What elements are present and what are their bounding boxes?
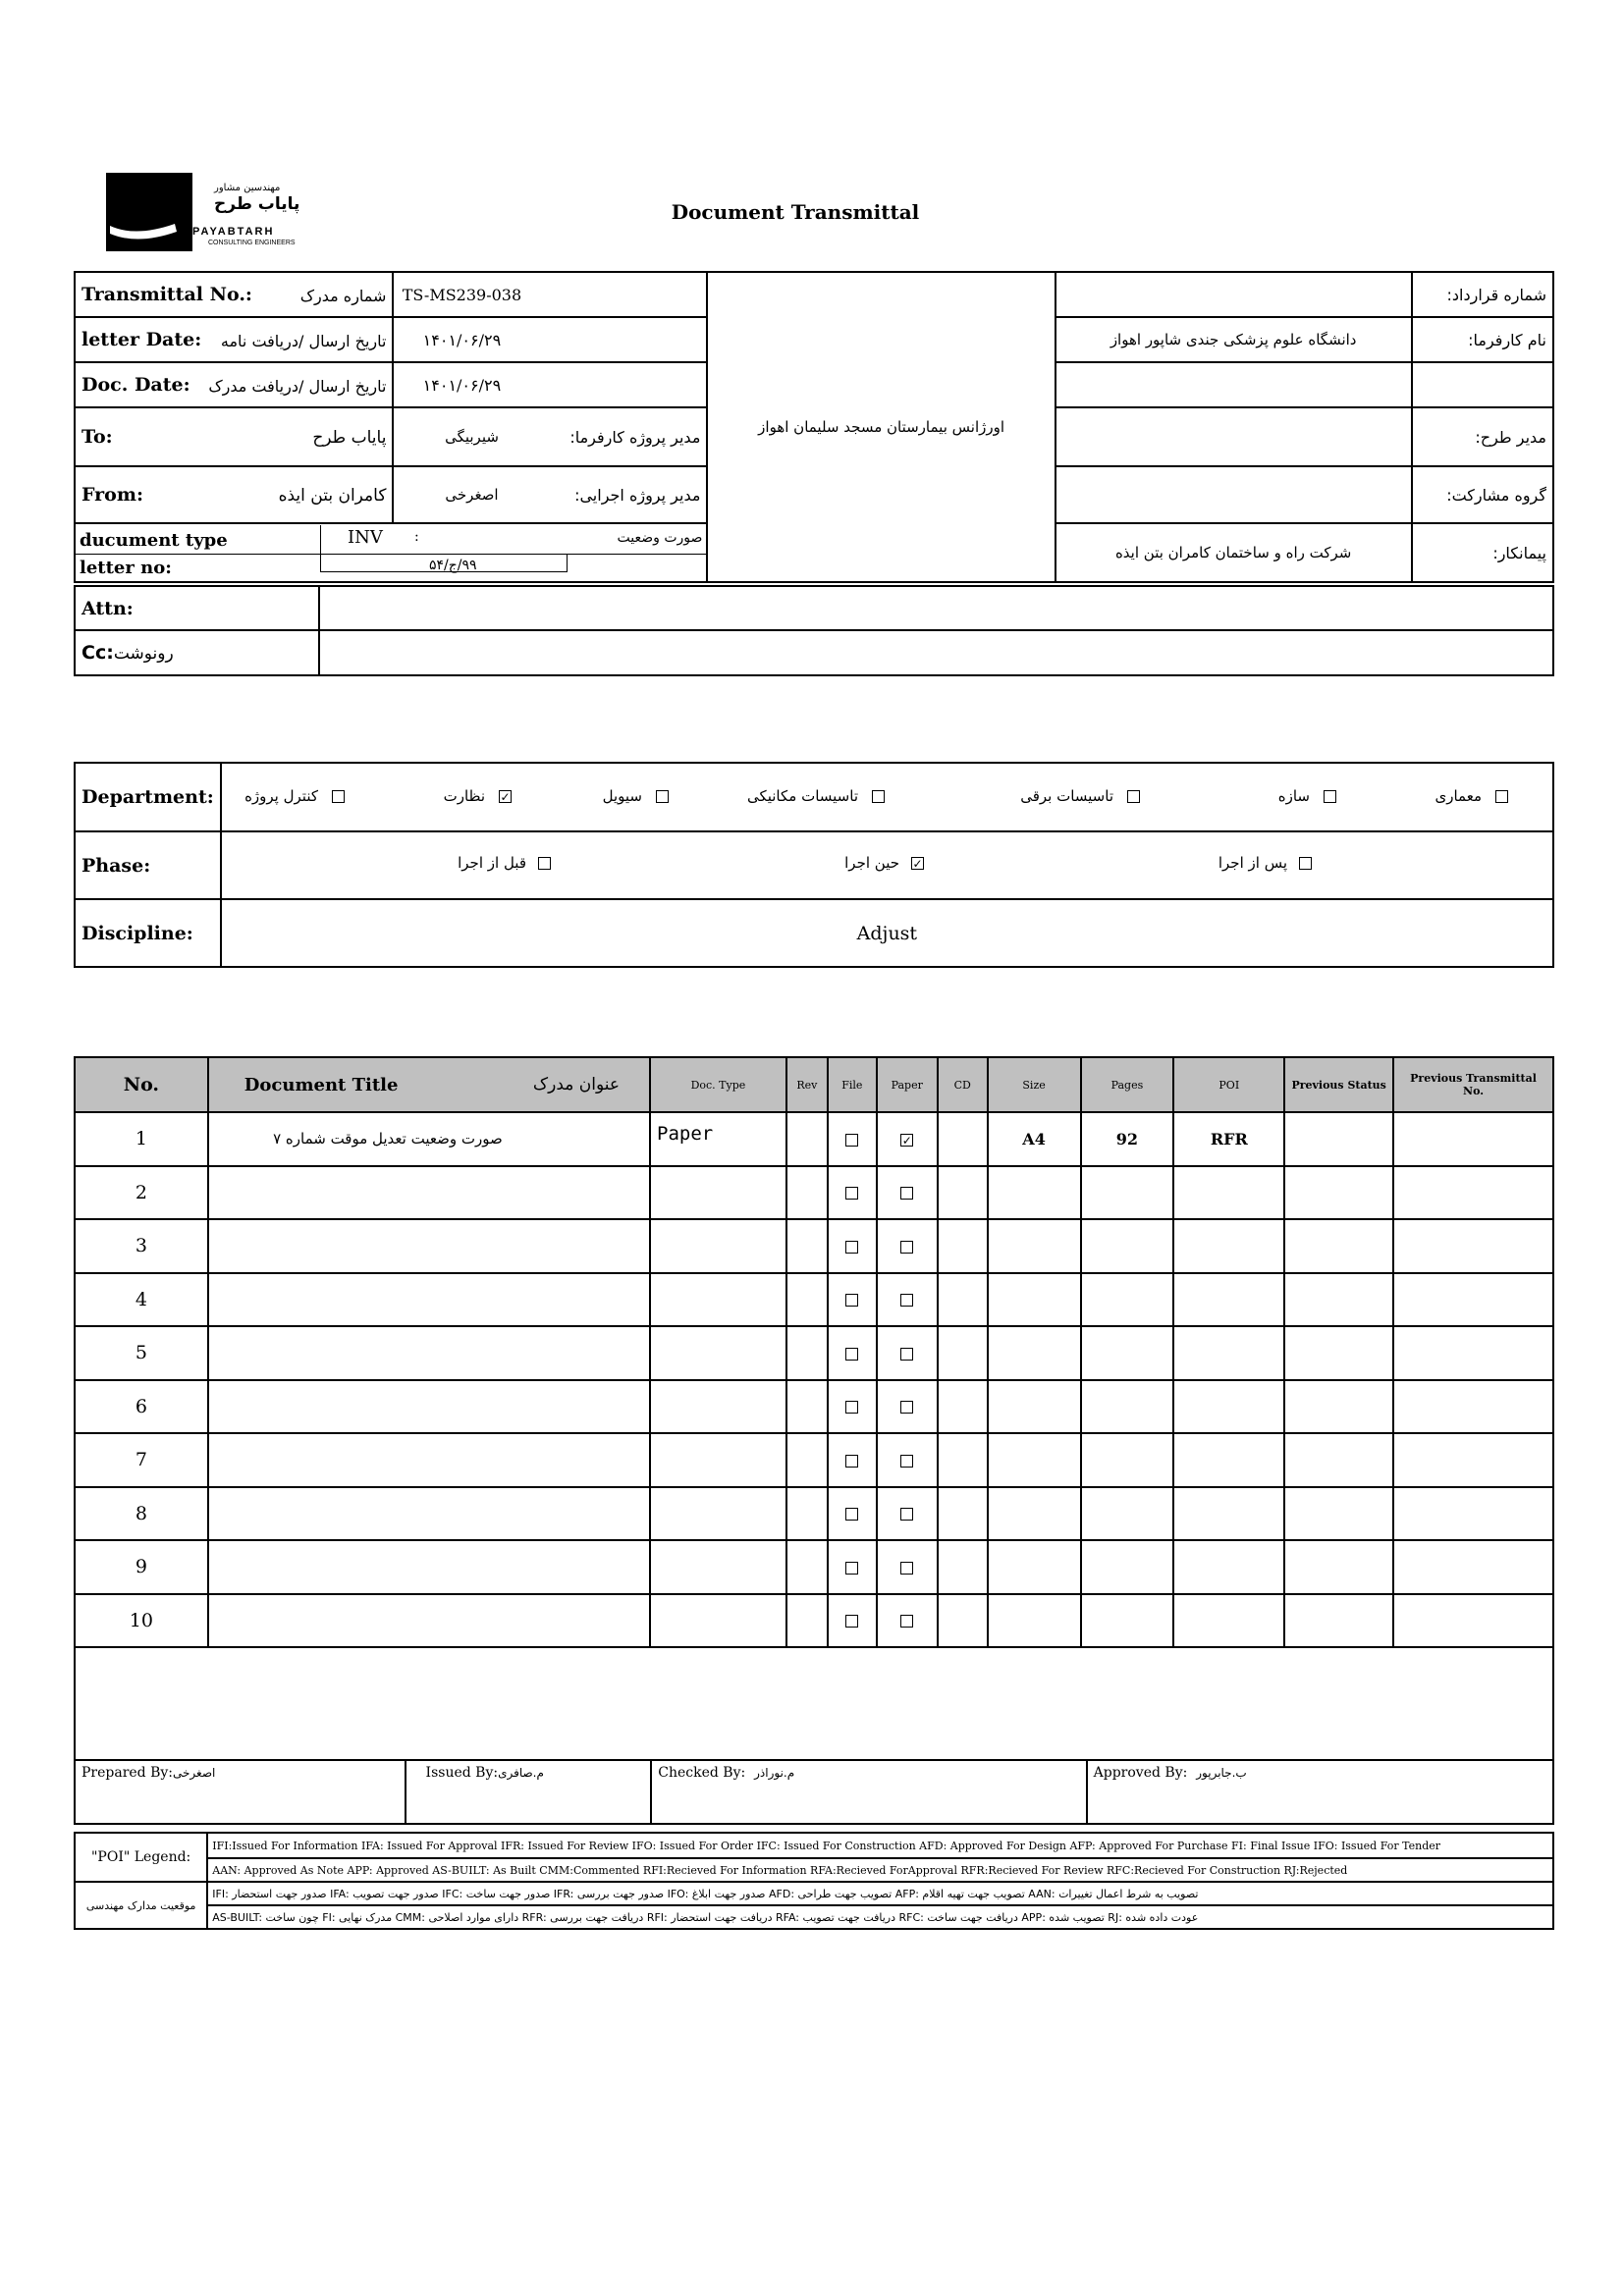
cd-cell: [938, 1594, 988, 1648]
prev-status-cell: [1284, 1487, 1393, 1541]
cd-cell: [938, 1540, 988, 1594]
type-cell: [650, 1273, 786, 1327]
no-cell: 1: [75, 1112, 208, 1166]
logo-mark-icon: [106, 173, 192, 251]
col-rev-header: Rev: [786, 1057, 828, 1112]
col-size-header: Size: [988, 1057, 1081, 1112]
cd-cell: [938, 1112, 988, 1166]
pages-cell: [1081, 1594, 1174, 1648]
no-cell: 10: [75, 1594, 208, 1648]
col-poi-header: POI: [1173, 1057, 1284, 1112]
title-cell: [208, 1219, 650, 1273]
doc-date-label: [75, 362, 393, 407]
prev-transmittal-cell: [1393, 1273, 1553, 1327]
file-checkbox[interactable]: [845, 1615, 858, 1628]
file-checkbox[interactable]: [845, 1187, 858, 1200]
pm-value: [1056, 407, 1412, 466]
table-header-row: [75, 1057, 1553, 1112]
cd-cell: [938, 1273, 988, 1327]
type-cell: [650, 1487, 786, 1541]
checkbox[interactable]: [1299, 857, 1312, 870]
checkbox[interactable]: [656, 790, 669, 803]
file-checkbox[interactable]: [845, 1562, 858, 1575]
department-option-label: سیویل: [602, 787, 642, 805]
table-row: [75, 1380, 1553, 1434]
phase-option-label: قبل از اجرا: [458, 854, 526, 872]
logo-en-sub: CONSULTING ENGINEERS: [208, 240, 296, 246]
size-cell: [988, 1219, 1081, 1273]
prev-transmittal-cell: [1393, 1166, 1553, 1220]
paper-cell: [877, 1219, 938, 1273]
partner-value: [1056, 466, 1412, 523]
no-cell: 8: [75, 1487, 208, 1541]
checked-by-cell: [651, 1760, 1086, 1824]
phase-option[interactable]: [844, 854, 924, 872]
poi-cell: [1173, 1326, 1284, 1380]
prev-transmittal-cell: [1393, 1326, 1553, 1380]
title-cell: [208, 1326, 650, 1380]
page-title: Document Transmittal: [671, 200, 920, 224]
phase-options: [221, 831, 1553, 899]
no-cell: 4: [75, 1273, 208, 1327]
company-logo: [106, 173, 312, 251]
prepared-by-cell: [75, 1760, 406, 1824]
from-label: From:: [81, 484, 143, 506]
poi-legend-label: "POI" Legend:: [75, 1833, 207, 1882]
prev-transmittal-cell: [1393, 1487, 1553, 1541]
department-option[interactable]: [603, 787, 669, 805]
file-checkbox[interactable]: [845, 1401, 858, 1414]
department-option[interactable]: [244, 787, 345, 805]
paper-cell: [877, 1380, 938, 1434]
checkbox[interactable]: ✓: [912, 857, 923, 871]
paper-checkbox[interactable]: [900, 1615, 913, 1628]
paper-checkbox[interactable]: ✓: [901, 1133, 912, 1148]
department-option-label: تاسیسات برقی: [1020, 787, 1113, 805]
rev-cell: [786, 1380, 828, 1434]
pages-cell: [1081, 1273, 1174, 1327]
checkbox[interactable]: [1324, 790, 1336, 803]
table-row: [75, 1487, 1553, 1541]
file-checkbox[interactable]: [845, 1348, 858, 1361]
phase-label: Phase:: [75, 831, 221, 899]
paper-cell: [877, 1594, 938, 1648]
from-company: کامران بتن ایذه: [278, 486, 387, 506]
poi-cell: [1173, 1380, 1284, 1434]
logo-fa-name: پایاب طرح: [214, 194, 300, 214]
col-pages-header: Pages: [1081, 1057, 1174, 1112]
poi-cell: [1173, 1219, 1284, 1273]
table-row: [75, 1112, 1553, 1166]
prev-transmittal-cell: [1393, 1219, 1553, 1273]
client-label: نام کارفرما:: [1412, 317, 1553, 362]
doc-type-fa: صورت وضعیت: [617, 529, 703, 546]
col-prev-status-header: Previous Status: [1284, 1057, 1393, 1112]
prev-status-cell: [1284, 1540, 1393, 1594]
prev-status-cell: [1284, 1273, 1393, 1327]
doc-date-label-fa: تاریخ ارسال /دریافت مدرک: [208, 377, 387, 396]
cc-label-fa: رونوشت: [113, 644, 174, 664]
paper-checkbox[interactable]: [900, 1562, 913, 1575]
file-cell: [828, 1166, 877, 1220]
pm-label: مدیر طرح:: [1412, 407, 1553, 466]
to-role: مدیر پروژه کارفرما:: [550, 407, 708, 466]
rev-cell: [786, 1166, 828, 1220]
table-row: [75, 1219, 1553, 1273]
no-cell: 5: [75, 1326, 208, 1380]
attn-cc-table: [74, 585, 1554, 676]
paper-cell: [877, 1433, 938, 1487]
transmittal-label-en: Transmittal No.:: [81, 284, 252, 305]
file-checkbox[interactable]: [845, 1241, 858, 1254]
pages-cell: [1081, 1219, 1174, 1273]
legend-line-1: IFI:Issued For Information IFA: Issued For Approval IFR: Issued For Review IFO: Issued For Order IFC: Issued For Construction AFD: Approved For Design AFP: Approved For Purchase FI: Final Issue IFO: Issued For Tender: [207, 1833, 1553, 1858]
col-no-header: No.: [75, 1057, 208, 1112]
cc-label-group: [81, 642, 174, 664]
discipline-value: Adjust: [221, 899, 1553, 967]
project-name: اورژانس بیمارستان مسجد سلیمان اهواز: [758, 418, 1005, 436]
phase-option-label: حین اجرا: [844, 854, 899, 872]
phase-option-label: پس از اجرا: [1218, 854, 1287, 872]
paper-cell: [877, 1540, 938, 1594]
discipline-label: Discipline:: [75, 899, 221, 967]
rev-cell: [786, 1540, 828, 1594]
contractor-value: شرکت راه و ساختمان کامران بتن ایذه: [1056, 523, 1412, 582]
project-name-cell: [707, 272, 1055, 582]
prev-status-cell: [1284, 1326, 1393, 1380]
logo-en: PAYABTARH: [192, 226, 275, 238]
letter-no-label: letter no:: [80, 557, 172, 578]
size-cell: [988, 1380, 1081, 1434]
table-row: [75, 1273, 1553, 1327]
size-cell: [988, 1594, 1081, 1648]
prev-transmittal-cell: [1393, 1540, 1553, 1594]
from-person: اصغرخی: [393, 466, 549, 523]
no-cell: 9: [75, 1540, 208, 1594]
title-cell: [208, 1273, 650, 1327]
attn-field[interactable]: [319, 586, 1553, 630]
approved-by-value: ب.جابرپور: [1196, 1766, 1247, 1780]
pages-cell: [1081, 1380, 1174, 1434]
checkbox[interactable]: [872, 790, 885, 803]
col-paper-header: Paper: [877, 1057, 938, 1112]
prev-status-cell: [1284, 1219, 1393, 1273]
type-cell: [650, 1166, 786, 1220]
table-row: [75, 1433, 1553, 1487]
issued-by-value: م.صافری: [498, 1766, 544, 1780]
file-checkbox[interactable]: [845, 1508, 858, 1521]
paper-checkbox[interactable]: [900, 1508, 913, 1521]
doc-type-value: INV: [348, 526, 383, 548]
prev-transmittal-cell: [1393, 1433, 1553, 1487]
file-cell: [828, 1219, 877, 1273]
letter-date-value: [393, 317, 707, 362]
paper-cell: [877, 1326, 938, 1380]
to-person: شیربیگی: [393, 407, 549, 466]
paper-checkbox[interactable]: [900, 1401, 913, 1414]
letter-date-label: [75, 317, 393, 362]
transmittal-no-value: [393, 272, 707, 317]
department-option-label: معماری: [1435, 787, 1482, 805]
partner-label: گروه مشارکت:: [1412, 466, 1553, 523]
size-cell: [988, 1273, 1081, 1327]
prepared-by-value: اصغرخی: [173, 1766, 216, 1780]
legend-table: [74, 1832, 1554, 1930]
transmittal-info-table: [74, 271, 1554, 583]
notes-area[interactable]: [74, 1646, 1554, 1761]
poi-cell: [1173, 1540, 1284, 1594]
file-cell: [828, 1112, 877, 1166]
poi-cell: [1173, 1433, 1284, 1487]
title-cell: [208, 1380, 650, 1434]
col-prev-transmittal-header: Previous Transmittal No.: [1393, 1057, 1553, 1112]
rev-cell: [786, 1273, 828, 1327]
letter-date-label-fa: تاریخ ارسال /دریافت نامه: [220, 332, 387, 350]
doc-date-label-en: Doc. Date:: [81, 374, 190, 396]
file-cell: [828, 1380, 877, 1434]
col-title-header-en: Document Title: [244, 1074, 399, 1095]
doc-type-label: ducument type: [80, 529, 228, 551]
from-role: مدیر پروژه اجرایی:: [550, 466, 708, 523]
letter-date-label-en: letter Date:: [81, 329, 202, 350]
letter-no-value: ۹۹/ج/۵۴: [429, 557, 477, 573]
cc-cell: [75, 630, 319, 675]
checked-by-value: م.نوراذر: [754, 1766, 795, 1780]
checkbox[interactable]: [1495, 790, 1508, 803]
issued-by-label: Issued By:: [425, 1765, 499, 1781]
cd-cell: [938, 1166, 988, 1220]
doc-type-sep: :: [414, 528, 419, 545]
col-title-header-fa: عنوان مدرک: [532, 1074, 621, 1095]
department-option-label: نظارت: [443, 787, 485, 805]
department-option[interactable]: [1278, 787, 1336, 805]
signature-table: [74, 1759, 1554, 1825]
file-checkbox[interactable]: [845, 1455, 858, 1468]
file-cell: [828, 1273, 877, 1327]
empty-right-cell: [1056, 362, 1412, 407]
title-cell: [208, 1487, 650, 1541]
file-cell: [828, 1433, 877, 1487]
pages-cell: 92: [1081, 1112, 1174, 1166]
size-cell: [988, 1487, 1081, 1541]
contract-value: [1056, 272, 1412, 317]
doc-date-value: [393, 362, 707, 407]
table-row: [75, 1326, 1553, 1380]
file-cell: [828, 1540, 877, 1594]
paper-checkbox[interactable]: [900, 1294, 913, 1307]
classification-table: [74, 762, 1554, 968]
status-legend-label: موقعیت مدارک مهندسی: [75, 1882, 207, 1929]
prev-status-cell: [1284, 1166, 1393, 1220]
no-cell: 2: [75, 1166, 208, 1220]
title-cell: صورت وضعیت تعدیل موقت شماره ۷: [208, 1112, 650, 1166]
phase-option[interactable]: [1218, 854, 1312, 872]
cc-field[interactable]: [319, 630, 1553, 675]
col-type-header: Doc. Type: [650, 1057, 786, 1112]
type-cell: [650, 1326, 786, 1380]
legend-line-3: IFI: صدور جهت استحضار IFA: صدور جهت تصویب IFC: صدور جهت ساخت IFR: صدور جهت بررسی IFO: صدور جهت ابلاغ AFD: تصویب جهت طراحی AFP: تصویب جهت تهیه اقلام AAN: تصویب به شرط اعمال تغییرات: [207, 1882, 1553, 1905]
letter-date-text: ۱۴۰۱/۰۶/۲۹: [422, 330, 502, 349]
prev-status-cell: [1284, 1594, 1393, 1648]
contract-label: شماره قرارداد:: [1412, 272, 1553, 317]
size-cell: [988, 1166, 1081, 1220]
table-row: [75, 1540, 1553, 1594]
transmittal-no-text: TS-MS239-038: [402, 285, 522, 304]
department-option[interactable]: [444, 787, 512, 805]
rev-cell: [786, 1219, 828, 1273]
paper-checkbox[interactable]: [900, 1348, 913, 1361]
department-option-label: تاسیسات مکانیکی: [746, 787, 858, 805]
paper-checkbox[interactable]: [900, 1187, 913, 1200]
size-cell: A4: [988, 1112, 1081, 1166]
department-option[interactable]: [1020, 787, 1140, 805]
paper-cell: [877, 1112, 938, 1166]
pages-cell: [1081, 1433, 1174, 1487]
file-cell: [828, 1487, 877, 1541]
type-cell: [650, 1594, 786, 1648]
rev-cell: [786, 1433, 828, 1487]
to-company: پایاب طرح: [312, 428, 387, 448]
transmittal-no-label: [75, 272, 393, 317]
poi-cell: [1173, 1166, 1284, 1220]
checkbox[interactable]: [332, 790, 345, 803]
cc-label-en: Cc:: [81, 642, 114, 664]
department-option-label: سازه: [1277, 787, 1310, 805]
col-file-header: File: [828, 1057, 877, 1112]
title-cell: [208, 1540, 650, 1594]
checkbox[interactable]: [1127, 790, 1140, 803]
rev-cell: [786, 1326, 828, 1380]
prepared-by-label: Prepared By:: [81, 1765, 174, 1781]
attn-label: Attn:: [75, 586, 319, 630]
empty-right-label: [1412, 362, 1553, 407]
pages-cell: [1081, 1540, 1174, 1594]
paper-cell: [877, 1166, 938, 1220]
paper-cell: [877, 1487, 938, 1541]
pages-cell: [1081, 1487, 1174, 1541]
table-row: [75, 1166, 1553, 1220]
no-cell: 3: [75, 1219, 208, 1273]
approved-by-label: Approved By:: [1093, 1765, 1188, 1781]
type-cell: Paper: [650, 1112, 786, 1166]
rev-cell: [786, 1594, 828, 1648]
poi-cell: [1173, 1487, 1284, 1541]
col-cd-header: CD: [938, 1057, 988, 1112]
type-cell: [650, 1380, 786, 1434]
cd-cell: [938, 1380, 988, 1434]
legend-line-4: AS-BUILT: چون ساخت FI: مدرک نهایی CMM: دارای موارد اصلاحی RFR: دریافت جهت بررسی RFI: دریافت جهت استحضار RFA: دریافت جهت تصویب RFC: دریافت جهت ساخت APP: تصویب شده RJ: عودت داده شده: [207, 1905, 1553, 1929]
table-row: [75, 1594, 1553, 1648]
type-cell: [650, 1219, 786, 1273]
logo-fa-small: مهندسین مشاور: [214, 183, 281, 193]
file-cell: [828, 1594, 877, 1648]
rev-cell: [786, 1487, 828, 1541]
approved-by-cell: [1087, 1760, 1553, 1824]
department-option[interactable]: [747, 787, 885, 805]
size-cell: [988, 1326, 1081, 1380]
type-cell: [650, 1433, 786, 1487]
document-list-table: [74, 1056, 1554, 1648]
checkbox[interactable]: [538, 857, 551, 870]
paper-checkbox[interactable]: [900, 1455, 913, 1468]
title-cell: [208, 1433, 650, 1487]
poi-cell: RFR: [1173, 1112, 1284, 1166]
no-cell: 7: [75, 1433, 208, 1487]
phase-option[interactable]: [458, 854, 551, 872]
paper-cell: [877, 1273, 938, 1327]
poi-cell: [1173, 1594, 1284, 1648]
cd-cell: [938, 1219, 988, 1273]
prev-status-cell: [1284, 1433, 1393, 1487]
cd-cell: [938, 1433, 988, 1487]
title-cell: [208, 1594, 650, 1648]
department-label: Department:: [75, 763, 221, 831]
rev-cell: [786, 1112, 828, 1166]
checked-by-label: Checked By:: [658, 1765, 746, 1781]
prev-transmittal-cell: [1393, 1594, 1553, 1648]
doc-type-block: [75, 523, 707, 582]
department-option-label: کنترل پروژه: [244, 787, 318, 805]
issued-by-cell: [406, 1760, 652, 1824]
prev-transmittal-cell: [1393, 1380, 1553, 1434]
pages-cell: [1081, 1166, 1174, 1220]
file-checkbox[interactable]: [845, 1134, 858, 1147]
type-cell: [650, 1540, 786, 1594]
client-value: دانشگاه علوم پزشکی جندی شاپور اهواز: [1056, 317, 1412, 362]
prev-status-cell: [1284, 1380, 1393, 1434]
doc-date-text: ۱۴۰۱/۰۶/۲۹: [422, 375, 502, 395]
department-option[interactable]: [1435, 787, 1509, 805]
title-cell: [208, 1166, 650, 1220]
file-cell: [828, 1326, 877, 1380]
legend-line-2: AAN: Approved As Note APP: Approved AS-BUILT: As Built CMM:Commented RFI:Recieved For Information RFA:Recieved ForApproval RFR:Recieved For Review RFC:Recieved For Construction RJ:Rejected: [207, 1858, 1553, 1882]
no-cell: 6: [75, 1380, 208, 1434]
file-checkbox[interactable]: [845, 1294, 858, 1307]
contractor-label: پیمانکار:: [1412, 523, 1553, 582]
size-cell: [988, 1433, 1081, 1487]
cd-cell: [938, 1326, 988, 1380]
cd-cell: [938, 1487, 988, 1541]
to-cell: [75, 407, 393, 466]
transmittal-label-fa: شماره مدرک: [299, 287, 387, 305]
from-cell: [75, 466, 393, 523]
prev-transmittal-cell: [1393, 1112, 1553, 1166]
poi-cell: [1173, 1273, 1284, 1327]
col-title-header: [208, 1057, 650, 1112]
prev-status-cell: [1284, 1112, 1393, 1166]
department-options: [221, 763, 1553, 831]
checkbox[interactable]: ✓: [500, 790, 511, 804]
paper-checkbox[interactable]: [900, 1241, 913, 1254]
size-cell: [988, 1540, 1081, 1594]
pages-cell: [1081, 1326, 1174, 1380]
to-label: To:: [81, 426, 113, 448]
